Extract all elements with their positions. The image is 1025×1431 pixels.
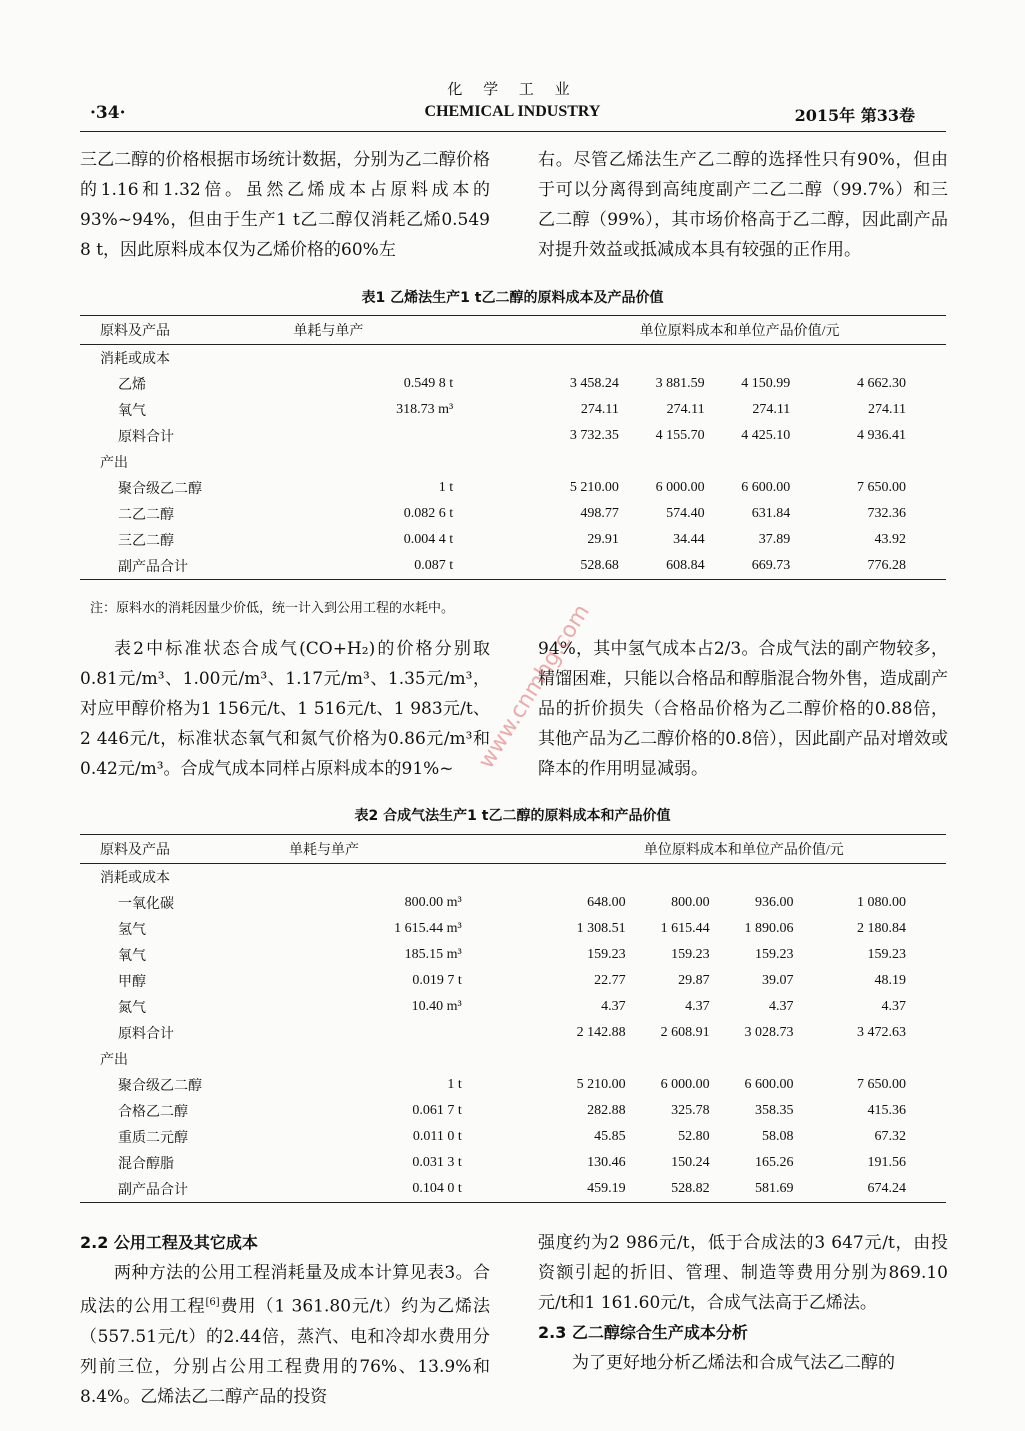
- cell: 648.00: [587, 895, 626, 910]
- table1-section-output: 产出: [100, 456, 128, 471]
- cell: 732.36: [867, 506, 906, 521]
- row-name: 副产品合计: [118, 1183, 188, 1198]
- cell: 130.46: [587, 1155, 626, 1170]
- row-usage: 185.15 m³: [404, 947, 462, 962]
- table-row: [80, 1124, 946, 1150]
- table1-header-material: 原料及产品: [100, 324, 170, 339]
- table-row: [80, 397, 946, 423]
- cell: 274.11: [580, 402, 619, 417]
- cell: 165.26: [755, 1155, 794, 1170]
- row-usage: 800.00 m³: [404, 895, 462, 910]
- row-name: 合格乙二醇: [118, 1105, 188, 1120]
- row-name: 甲醇: [118, 975, 146, 990]
- table2-header-material: 原料及产品: [100, 843, 170, 858]
- table-row: [80, 916, 946, 942]
- cell: 34.44: [673, 532, 705, 547]
- cell: 29.91: [587, 532, 619, 547]
- row-usage: [289, 1020, 542, 1046]
- cell: 528.82: [671, 1181, 710, 1196]
- middle-left-text: 表2中标准状态合成气(CO+H₂)的价格分别取0.81元/m³、1.00元/m³、1.17元/m³、1.35元/m³，对应甲醇价格为1 156元/t、1 516元/t、1 983元/t、2 446元/t，标准状态氧气和氮气价格为0.86元/m³和0.42元/m³。合成气成本同样占原料成本的91%~: [80, 639, 490, 779]
- cell: 191.56: [867, 1155, 906, 1170]
- cell: 325.78: [671, 1103, 710, 1118]
- cell: 4.37: [769, 999, 794, 1014]
- row-usage: 0.061 7 t: [412, 1103, 462, 1118]
- row-name: 氢气: [118, 923, 146, 938]
- row-name: 三乙二醇: [118, 534, 174, 549]
- table-row: [80, 1098, 946, 1124]
- bottom-right-column: [538, 1228, 948, 1378]
- cell: 274.11: [666, 402, 705, 417]
- cell: 4 150.99: [741, 376, 791, 391]
- table-row: [80, 968, 946, 994]
- cell: 2 608.91: [660, 1025, 710, 1040]
- row-name: 乙烯: [118, 378, 146, 393]
- cell: 6 000.00: [660, 1077, 710, 1092]
- cell: 1 080.00: [857, 895, 906, 910]
- cell: 3 028.73: [744, 1025, 794, 1040]
- cell: 3 472.63: [857, 1025, 906, 1040]
- row-usage: 0.031 3 t: [412, 1155, 462, 1170]
- table-row: [80, 994, 946, 1020]
- cell: 58.08: [762, 1129, 794, 1144]
- table-row: [80, 371, 946, 397]
- table-row: [80, 1072, 946, 1098]
- cell: 1 308.51: [576, 921, 626, 936]
- section-2-2-text-a: 两种方法的公用工程消耗量及成本计算见表3。合成法的公用工程: [80, 1263, 490, 1317]
- table-row: [80, 890, 946, 916]
- cell: 3 458.24: [569, 376, 619, 391]
- table-row: [80, 553, 946, 580]
- row-usage: 1 t: [447, 1077, 462, 1092]
- cell: 43.92: [874, 532, 906, 547]
- row-name: 氧气: [118, 404, 146, 419]
- cell: 4 425.10: [741, 428, 791, 443]
- cell: 358.35: [755, 1103, 794, 1118]
- cell: 5 210.00: [569, 480, 619, 495]
- intro-left-text: 三乙二醇的价格根据市场统计数据，分别为乙二醇价格的1.16和1.32倍。虽然乙烯成本占原料成本的93%~94%，但由于生产1 t乙二醇仅消耗乙烯0.549 8 t，因此原料成本仅为乙烯价格的60%左: [80, 150, 490, 260]
- cell: 159.23: [671, 947, 710, 962]
- row-usage: [293, 423, 533, 449]
- header-rule: [80, 131, 946, 132]
- row-usage: 10.40 m³: [411, 999, 462, 1014]
- cell: 4.37: [601, 999, 626, 1014]
- cell: 150.24: [671, 1155, 710, 1170]
- journal-title-cn: 化 学 工 业: [447, 80, 578, 98]
- cell: 776.28: [867, 558, 906, 573]
- cell: 2 180.84: [857, 921, 906, 936]
- cell: 4 155.70: [655, 428, 705, 443]
- row-name: 混合醇脂: [118, 1157, 174, 1172]
- table-row: [80, 475, 946, 501]
- row-name: 聚合级乙二醇: [118, 482, 202, 497]
- cell: 459.19: [587, 1181, 626, 1196]
- table-row: [80, 501, 946, 527]
- table2-section-consume: 消耗或成本: [100, 871, 170, 886]
- journal-title-en: CHEMICAL INDUSTRY: [424, 103, 601, 120]
- cell: 4 662.30: [857, 376, 906, 391]
- cell: 3 881.59: [655, 376, 705, 391]
- row-usage: 0.087 t: [414, 558, 454, 573]
- cell: 7 650.00: [857, 1077, 906, 1092]
- row-usage: 0.019 7 t: [412, 973, 462, 988]
- row-name: 原料合计: [118, 430, 174, 445]
- table-row: [80, 1176, 946, 1203]
- watermark: [470, 600, 640, 780]
- table2-caption: 表2 合成气法生产1 t乙二醇的原料成本和产品价值: [354, 808, 671, 824]
- cell: 5 210.00: [576, 1077, 626, 1092]
- row-name: 聚合级乙二醇: [118, 1079, 202, 1094]
- table2-header-value: 单位原料成本和单位产品价值/元: [643, 843, 844, 858]
- cell: 6 600.00: [741, 480, 791, 495]
- cell: 1 615.44: [660, 921, 710, 936]
- cell: 581.69: [755, 1181, 794, 1196]
- cell: 674.24: [867, 1181, 906, 1196]
- cell: 6 000.00: [655, 480, 705, 495]
- table1-header-usage: 单耗与单产: [293, 324, 364, 339]
- cell: 631.84: [751, 506, 791, 521]
- cell: 48.19: [874, 973, 906, 988]
- cell: 4.37: [685, 999, 710, 1014]
- cell: 39.07: [762, 973, 794, 988]
- cell: 159.23: [587, 947, 626, 962]
- cell: 498.77: [580, 506, 619, 521]
- cell: 936.00: [755, 895, 794, 910]
- row-name: 氧气: [118, 949, 146, 964]
- row-name: 二乙二醇: [118, 508, 174, 523]
- row-usage: 0.004 4 t: [403, 532, 454, 547]
- cell: 159.23: [867, 947, 906, 962]
- intro-right-text: 右。尽管乙烯法生产乙二醇的选择性只有90%，但由于可以分离得到高纯度副产二乙二醇（99.7%）和三乙二醇（99%），其市场价格高于乙二醇，因此副产品对提升效益或抵减成本具有较强的正作用。: [538, 150, 948, 260]
- cell: 574.40: [666, 506, 705, 521]
- row-name: 氮气: [118, 1001, 146, 1016]
- table1-note: 注：原料水的消耗因量少价低，统一计入到公用工程的水耗中。: [90, 601, 455, 616]
- bottom-left-column: [80, 1228, 490, 1412]
- row-usage: 0.104 0 t: [412, 1181, 462, 1196]
- middle-left-column: [80, 634, 490, 784]
- row-usage: 1 615.44 m³: [394, 921, 462, 936]
- row-name: 原料合计: [118, 1027, 174, 1042]
- middle-right-text: 94%，其中氢气成本占2/3。合成气法的副产物较多，精馏困难，只能以合格品和醇脂混合物外售，造成副产品的折价损失（合格品价格为乙二醇价格的0.88倍，其他产品为乙二醇价格的0.8倍），因此副产品对增效或降本的作用明显减弱。: [538, 639, 948, 779]
- cell: 2 142.88: [576, 1025, 626, 1040]
- cell: 22.77: [594, 973, 626, 988]
- citation: [6]: [205, 1297, 220, 1308]
- table2: [80, 834, 946, 1203]
- section-2-2-text: [80, 1258, 490, 1412]
- table-row: [80, 1150, 946, 1176]
- row-name: 一氧化碳: [118, 897, 174, 912]
- row-usage: 0.011 0 t: [412, 1129, 462, 1144]
- cell: 29.87: [678, 973, 710, 988]
- table-row: [80, 942, 946, 968]
- cell: 4 936.41: [857, 428, 906, 443]
- cell: 6 600.00: [744, 1077, 794, 1092]
- cell: 7 650.00: [857, 480, 906, 495]
- cell: 37.89: [758, 532, 791, 547]
- intro-left-column: [80, 145, 490, 265]
- cell: 1 890.06: [744, 921, 794, 936]
- cell: 415.36: [867, 1103, 906, 1118]
- table-row: [80, 527, 946, 553]
- section-2-3-heading: 2.3 乙二醇综合生产成本分析: [538, 1323, 748, 1342]
- section-2-2-heading: 2.2 公用工程及其它成本: [80, 1233, 258, 1252]
- table2-section-output: 产出: [100, 1053, 128, 1068]
- table1-header-value: 单位原料成本和单位产品价值/元: [639, 324, 840, 339]
- cell: 669.73: [751, 558, 791, 573]
- cell: 800.00: [671, 895, 710, 910]
- row-usage: 0.082 6 t: [403, 506, 454, 521]
- section-2-2-continued: 强度约为2 986元/t，低于合成法的3 647元/t，由投资额引起的折旧、管理、制造等费用分别为869.10元/t和1 161.60元/t，合成气法高于乙烯法。: [538, 1233, 948, 1313]
- cell: 52.80: [678, 1129, 710, 1144]
- section-2-3-text: 为了更好地分析乙烯法和合成气法乙二醇的: [572, 1353, 895, 1373]
- row-usage: 0.549 8 t: [403, 376, 454, 391]
- cell: 282.88: [587, 1103, 626, 1118]
- year-volume: 2015年 第33卷: [794, 106, 915, 125]
- table-row: [80, 423, 946, 449]
- intro-right-column: [538, 145, 948, 265]
- cell: 274.11: [868, 402, 906, 417]
- row-usage: 1 t: [438, 480, 454, 495]
- cell: 274.11: [752, 402, 791, 417]
- table2-header-usage: 单耗与单产: [288, 843, 359, 858]
- watermark-text: www.cnmhg.com: [473, 600, 595, 774]
- cell: 608.84: [666, 558, 705, 573]
- row-usage: 318.73 m³: [396, 402, 454, 417]
- table-row: [80, 1020, 946, 1046]
- section-2-2-text-b: 费用（1 361.80元/t）约为乙烯法（557.51元/t）的2.44倍，蒸汽、电和冷却水费用分列前三位，分别占公用工程费用的76%、13.9%和8.4%。乙烯法乙二醇产品的投资: [80, 1296, 490, 1407]
- cell: 3 732.35: [569, 428, 619, 443]
- table1: [80, 315, 946, 580]
- cell: 45.85: [594, 1129, 626, 1144]
- row-name: 重质二元醇: [118, 1131, 188, 1146]
- table1-section-consume: 消耗或成本: [100, 352, 170, 367]
- table1-caption: 表1 乙烯法生产1 t乙二醇的原料成本及产品价值: [361, 290, 664, 306]
- cell: 67.32: [874, 1129, 906, 1144]
- cell: 159.23: [755, 947, 794, 962]
- page-number: ·34·: [90, 103, 126, 123]
- cell: 528.68: [580, 558, 619, 573]
- cell: 4.37: [881, 999, 906, 1014]
- row-name: 副产品合计: [118, 560, 188, 575]
